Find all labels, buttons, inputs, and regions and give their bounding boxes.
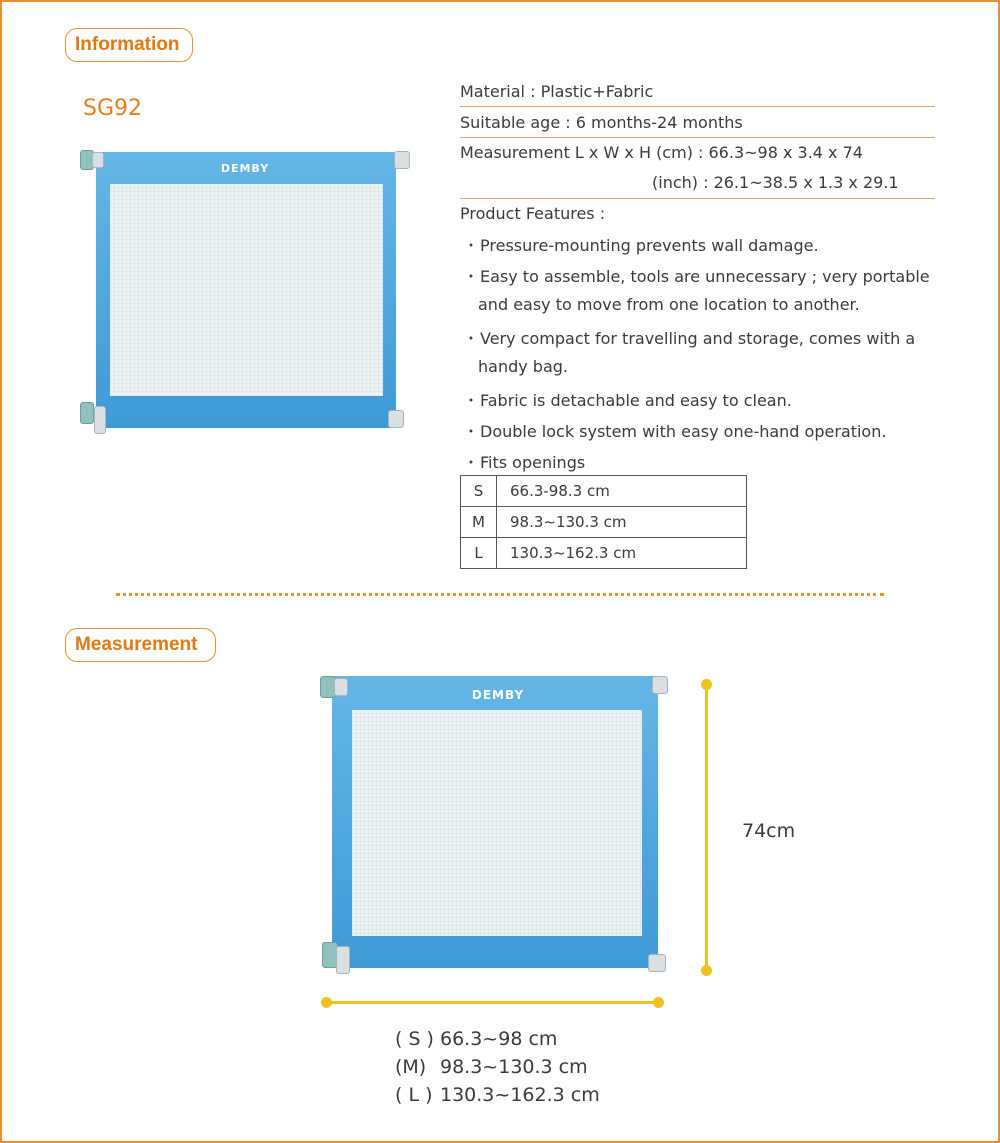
divider [460,106,935,107]
feature-item-continued: and easy to move from one location to another. [478,295,860,314]
section-divider [116,593,884,596]
brand-logo: DEMBY [471,688,525,702]
features-title: Product Features : [460,204,606,223]
dimension-endpoint [701,965,712,976]
spec-measurement-cm: Measurement L x W x H (cm) : 66.3~98 x 3.4 x 74 [460,143,863,162]
information-section-label: Information [65,28,193,62]
width-size-s: ( S ) 66.3~98 cm [395,1028,558,1050]
bullet-mark: ・ [463,329,480,348]
bullet-mark: ・ [463,422,480,441]
feature-item: ・Easy to assemble, tools are unnecessary ; very portable [463,264,930,287]
measurement-section-label: Measurement [65,628,216,662]
openings-table [460,475,747,569]
feature-item: ・Double lock system with easy one-hand operation. [463,419,886,442]
height-label: 74cm [742,820,796,842]
width-size-m: (M) 98.3~130.3 cm [395,1056,588,1078]
model-number: SG92 [83,96,143,121]
product-image-gate [80,148,410,434]
feature-item: ・Very compact for travelling and storage, comes with a [463,326,915,349]
height-dimension-line [705,684,708,971]
size-cell: S [461,476,497,507]
spec-measurement-inch: (inch) : 26.1~38.5 x 1.3 x 29.1 [652,173,899,192]
width-size-l: ( L ) 130.3~162.3 cm [395,1084,600,1106]
range-cell: 66.3-98.3 cm [497,476,747,507]
divider [460,198,935,199]
table-row [461,538,747,569]
feature-item: ・Fits openings [463,450,585,473]
dimension-endpoint [321,997,332,1008]
size-cell: L [461,538,497,569]
size-cell: M [461,507,497,538]
spec-age: Suitable age : 6 months-24 months [460,113,743,132]
measurement-image-gate [318,672,670,978]
table-row [461,507,747,538]
table-row [461,476,747,507]
width-dimension-line [326,1001,659,1004]
spec-material: Material : Plastic+Fabric [460,82,654,101]
range-cell: 98.3~130.3 cm [497,507,747,538]
bullet-mark: ・ [463,391,480,410]
bullet-mark: ・ [463,236,480,255]
bullet-mark: ・ [463,453,480,472]
divider [460,137,935,138]
feature-item-continued: handy bag. [478,357,568,376]
feature-item: ・Pressure-mounting prevents wall damage. [463,233,819,256]
feature-item: ・Fabric is detachable and easy to clean. [463,388,792,411]
dimension-endpoint [701,679,712,690]
dimension-endpoint [653,997,664,1008]
range-cell: 130.3~162.3 cm [497,538,747,569]
bullet-mark: ・ [463,267,480,286]
brand-logo: DEMBY [220,162,270,175]
